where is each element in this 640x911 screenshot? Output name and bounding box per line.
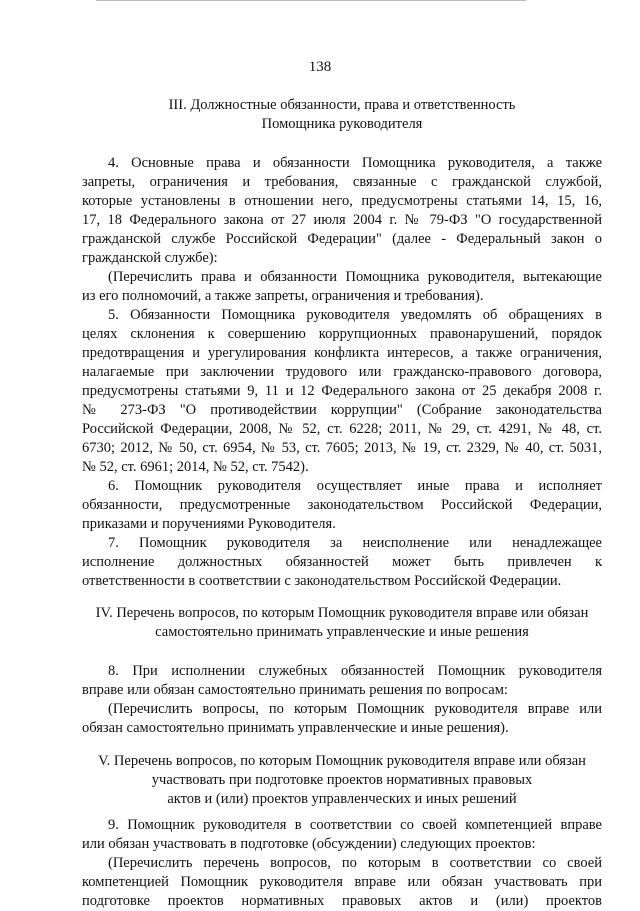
section-3-heading bbox=[82, 96, 602, 134]
paragraph-line: 4. Основные права и обязанности Помощника руководителя, а также bbox=[108, 155, 602, 171]
paragraph-line: 9. Помощник руководителя в соответствии со своей компетенцией вправе bbox=[108, 817, 602, 833]
page-top-edge bbox=[96, 0, 526, 1]
paragraph-8 bbox=[82, 662, 602, 700]
paragraph-line: предотвращения и урегулирования конфликта интересов, а также ограничения, bbox=[82, 345, 602, 361]
paragraph-line: № 52, ст. 6961; 2014, № 52, ст. 7542). bbox=[82, 459, 309, 475]
note-8 bbox=[82, 700, 602, 738]
section-5-title-line2: участвовать при подготовке проектов нормативных правовых bbox=[151, 772, 533, 788]
paragraph-4 bbox=[82, 154, 602, 268]
section-4-title-line1: IV. Перечень вопросов, по которым Помощник руководителя вправе или обязан bbox=[95, 605, 589, 621]
paragraph-line: 8. При исполнении служебных обязанностей Помощник руководителя bbox=[108, 663, 602, 679]
note-line: подготовке проектов нормативных правовых актов и (или) проектов bbox=[82, 893, 602, 909]
paragraph-line: предусмотрены статьями 9, 11 и 12 Федерального закона от 25 декабря 2008 г. bbox=[82, 383, 602, 399]
paragraph-line: 7. Помощник руководителя за неисполнение или ненадлежащее bbox=[108, 535, 602, 551]
paragraph-line: целях склонения к совершению коррупционных правонарушений, порядок bbox=[82, 326, 602, 342]
paragraph-7 bbox=[82, 534, 602, 591]
note-line: (Перечислить вопросы, по которым Помощник руководителя вправе или bbox=[108, 701, 602, 717]
page-number: 138 bbox=[308, 59, 332, 75]
paragraph-9 bbox=[82, 816, 602, 854]
paragraph-line: или обязан участвовать в подготовке (обсуждении) следующих проектов: bbox=[82, 836, 536, 852]
paragraph-line: ответственности в соответствии с законодательством Российской Федерации. bbox=[82, 573, 562, 589]
note-line: (Перечислить перечень вопросов, по которым в соответствии со своей bbox=[108, 855, 602, 871]
paragraph-line: 6730; 2012, № 50, ст. 6954, № 53, ст. 7605; 2013, № 19, ст. 2329, № 40, ст. 5031, bbox=[82, 440, 602, 456]
paragraph-6 bbox=[82, 477, 602, 534]
paragraph-line: № 273-ФЗ "О противодействии коррупции" (Собрание законодательства bbox=[82, 402, 602, 418]
paragraph-line: налагаемые при заключении трудового или гражданско-правового договора, bbox=[82, 364, 602, 380]
paragraph-5 bbox=[82, 306, 602, 477]
paragraph-line: исполнение должностных обязанностей может быть привлечен к bbox=[82, 554, 602, 570]
section-4-title-line2: самостоятельно принимать управленческие и иные решения bbox=[155, 624, 529, 640]
note-4 bbox=[82, 268, 602, 306]
paragraph-line: приказами и поручениями Руководителя. bbox=[82, 516, 336, 532]
paragraph-line: гражданской службе Российской Федерации" (далее - Федеральный закон о bbox=[82, 231, 602, 247]
section-3-title-line2: Помощника руководителя bbox=[261, 116, 423, 132]
section-5-title-line3: актов и (или) проектов управленческих и иных решений bbox=[167, 791, 517, 807]
note-9 bbox=[82, 854, 602, 911]
section-3-title-line1: III. Должностные обязанности, права и ответственность bbox=[168, 97, 516, 113]
paragraph-line: 6. Помощник руководителя осуществляет иные права и исполняет bbox=[108, 478, 602, 494]
section-5-heading bbox=[82, 752, 602, 809]
note-line: (Перечислить права и обязанности Помощника руководителя, вытекающие bbox=[108, 269, 602, 285]
note-line: обязан самостоятельно принимать управленческие и иные решения). bbox=[82, 720, 509, 736]
paragraph-line: 17, 18 Федерального закона от 27 июля 2004 г. № 79-ФЗ "О государственной bbox=[82, 212, 602, 228]
paragraph-line: Российской Федерации, 2008, № 52, ст. 6228; 2011, № 29, ст. 4291, № 48, ст. bbox=[82, 421, 602, 437]
paragraph-line: запреты, ограничения и требования, связанные с гражданской службой, bbox=[82, 174, 602, 190]
paragraph-line: которые установлены в отношении него, предусмотрены статьями 14, 15, 16, bbox=[82, 193, 602, 209]
paragraph-line: вправе или обязан самостоятельно принимать решения по вопросам: bbox=[82, 682, 508, 698]
section-4-heading bbox=[82, 604, 602, 642]
note-line: компетенцией Помощник руководителя вправе или обязан участвовать при bbox=[82, 874, 602, 890]
paragraph-line: гражданской службе): bbox=[82, 250, 218, 266]
note-line: из его полномочий, а также запреты, ограничения и требования). bbox=[82, 288, 484, 304]
paragraph-line: обязанности, предусмотренные законодательством Российской Федерации, bbox=[82, 497, 602, 513]
section-5-title-line1: V. Перечень вопросов, по которым Помощник руководителя вправе или обязан bbox=[98, 753, 586, 769]
paragraph-line: 5. Обязанности Помощника руководителя уведомлять об обращениях в bbox=[108, 307, 602, 323]
